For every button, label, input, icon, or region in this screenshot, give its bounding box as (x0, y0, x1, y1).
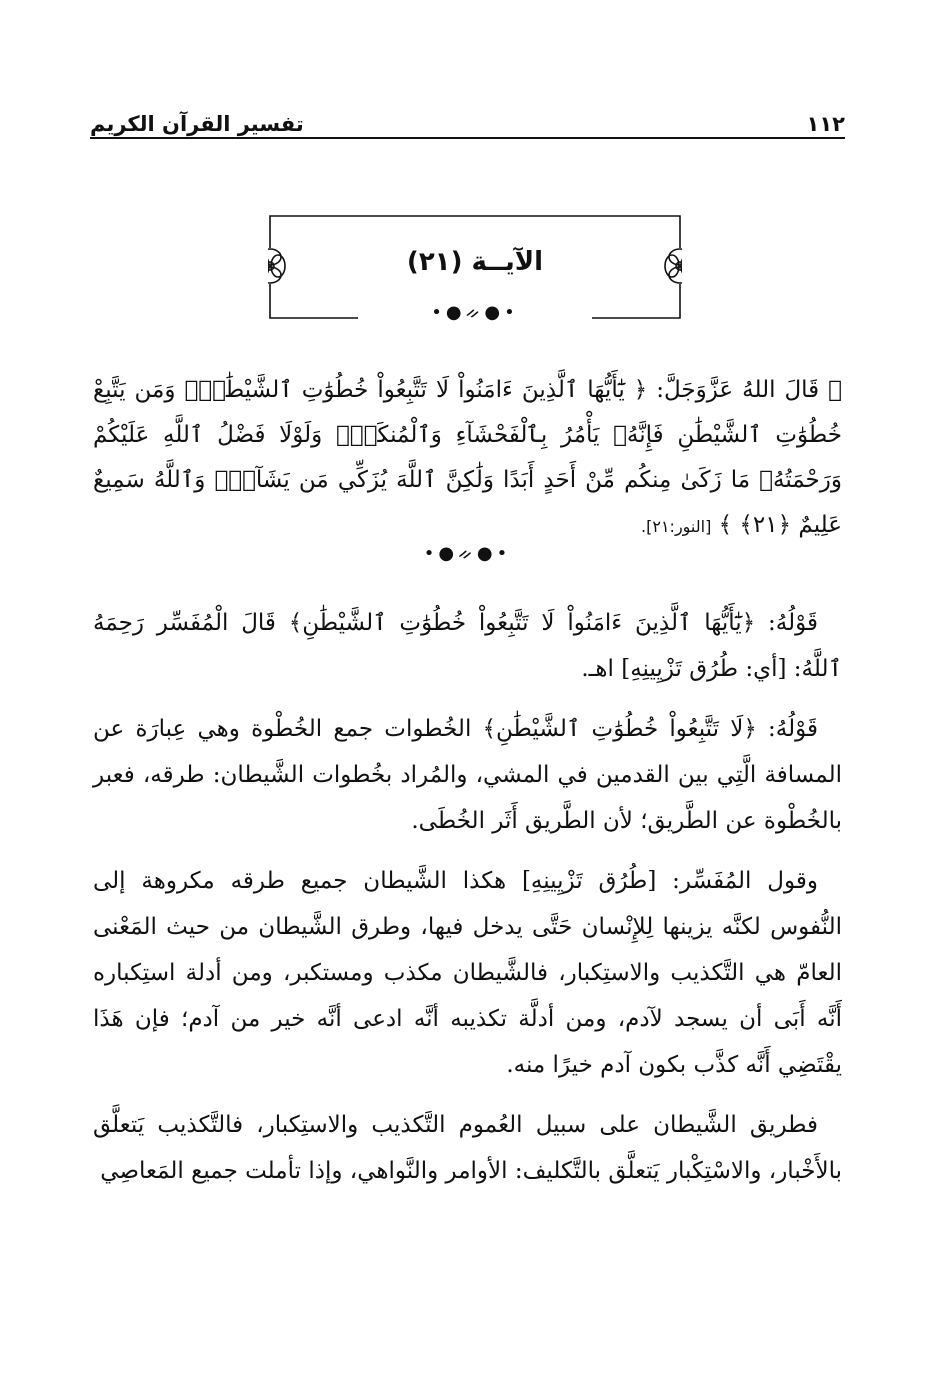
commentary-body (93, 600, 842, 1208)
verse-title: الآيــة (٢١) (406, 247, 544, 277)
paragraph: فطريق الشَّيطان على سبيل العُموم التَّكذيب والاستِكبار، فالتَّكذيب يَتعلَّق بالأَخْبار، والاسْتِكْبار يَتعلَّق بالتَّكليف: الأوامر والنَّواهي، وإذا تأملت جميع المَعاصِي (93, 1112, 842, 1184)
paragraph: وقول المُفَسِّر: [طُرُق تَزْيِينِهِ] هكذا الشَّيطان جميع طرقه مكروهة إلى النُّفوس لكنَّه يزينها لِلإِنْسان حَتَّى يدخل فيها، وطرق الشَّيطان من حيث المَعْنى العامّ هي التَّكذيب والاستِكبار، فالشَّيطان مكذب ومستكبر، ومن أدلة استِكباره أَنَّه أَبَى أن يسجد لآدم، ومن أدلَّة تكذيبه أنَّه ادعى أنَّه خير من آدم؛ فإن هَذَا يقْتَضِي أَنَّه كذَّب بكون آدم خيرًا منه. (93, 868, 842, 1078)
paragraph: قَوْلُهُ: ﴿لَا تَتَّبِعُواْ خُطُوَٰتِ ٱلشَّيْطَٰنِ﴾ الخُطوات جمع الخُطْوة وهي عِبارَة عن المسافة الَّتِي بين القدمين في المشي، والمُراد بخُطوات الشَّيطان: طرقه، فعبر بالخُطْوة عن الطَّريق؛ لأن الطَّريق أَثَر الخُطَى. (93, 716, 842, 834)
verse-heading-frame (268, 214, 682, 323)
quran-verse-text: ﷺ قَالَ اللهُ عَزَّوَجَلَّ: ﴿ يَٰٓأَيُّهَا ٱلَّذِينَ ءَامَنُواْ لَا تَتَّبِعُواْ خُطُوَٰتِ ٱلشَّيْطَٰنِۚ وَمَن يَتَّبِعْ خُطُوَٰتِ ٱلشَّيْطَٰنِ فَإِنَّهُۥ يَأْمُرُ بِٱلْفَحْشَآءِ وَٱلْمُنكَرِۚ وَلَوْلَا فَضْلُ ٱللَّهِ عَلَيْكُمْ وَرَحْمَتُهُۥ مَا زَكَىٰ مِنكُم مِّنْ أَحَدٍ أَبَدًا وَلَٰكِنَّ ٱللَّهَ يُزَكِّي مَن يَشَآءُۗ وَٱللَّهُ سَمِيعٌ عَلِيمٌ ﴿٢١﴾ ﴾ (93, 377, 842, 538)
quran-reference: [النور:٢١]. (641, 517, 712, 536)
book-title: تفسير القرآن الكريم (90, 112, 304, 136)
ornament-row: •●ᨀ●• (431, 302, 519, 323)
quran-verse-block (93, 368, 842, 549)
running-header (90, 96, 845, 136)
section-divider: •●ᨀ●• (423, 543, 512, 564)
page-number: ١١٢ (806, 112, 845, 136)
header-rule (90, 137, 845, 139)
paragraph: قَوْلُهُ: ﴿يَٰٓأَيُّهَا ٱلَّذِينَ ءَامَنُواْ لَا تَتَّبِعُواْ خُطُوَٰتِ ٱلشَّيْطَٰنِ﴾ قَالَ الْمُفَسِّر رَحِمَهُ ٱللَّهُ: [أي: طُرُق تَزْيِينِهِ] اهـ. (93, 610, 842, 682)
